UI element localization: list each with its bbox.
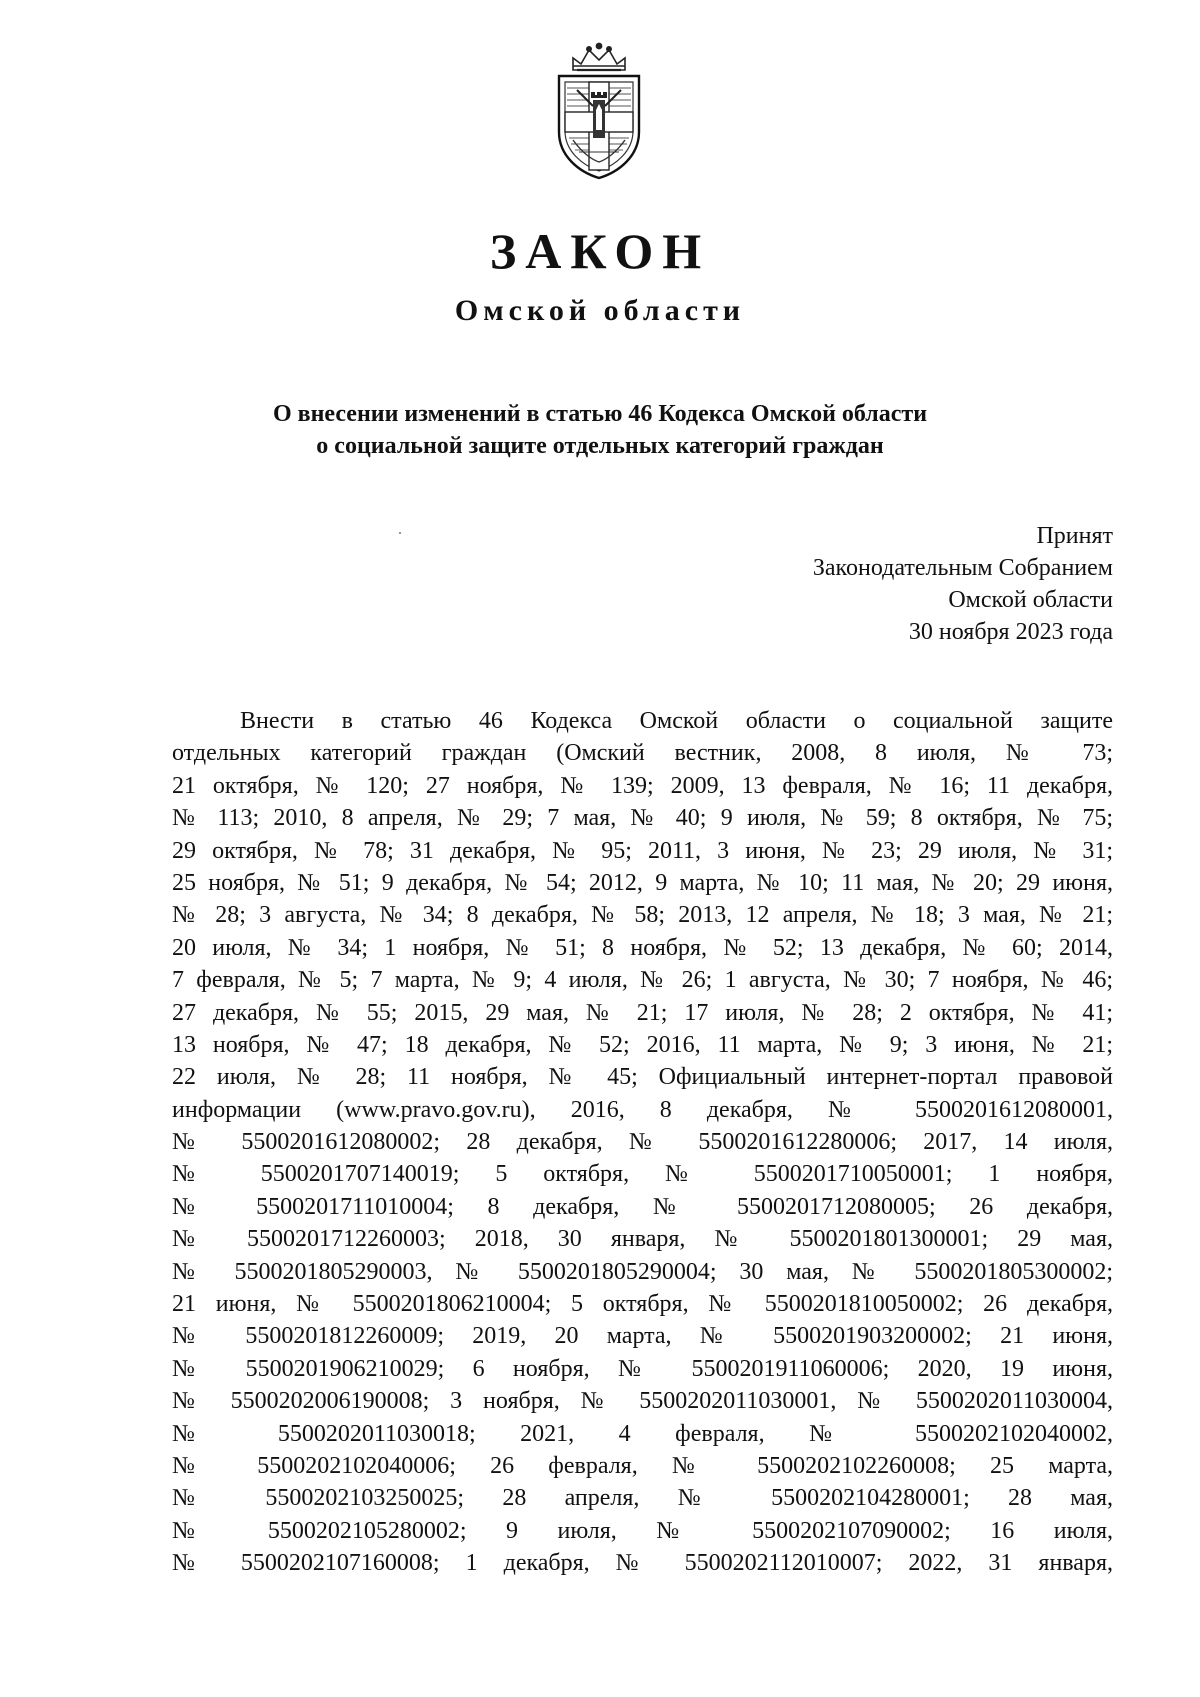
adoption-line: Омской области bbox=[948, 587, 1113, 613]
body-line: Внести в статью 46 Кодекса Омской области о социальной защите bbox=[240, 708, 1113, 734]
body-line: № 5500202103250025; 28 апреля, № 5500202104280001; 28 мая, bbox=[172, 1485, 1113, 1512]
body-line: 21 июня, № 5500201806210004; 5 октября, № 5500201810050002; 26 декабря, bbox=[172, 1291, 1113, 1318]
body-line: 7 февраля, № 5; 7 марта, № 9; 4 июля, № 26; 1 августа, № 30; 7 ноября, № 46; bbox=[172, 967, 1113, 994]
body-line: № 5500201612080002; 28 декабря, № 5500201612280006; 2017, 14 июля, bbox=[172, 1129, 1113, 1156]
body-line: № 5500202011030018; 2021, 4 февраля, № 5500202102040002, bbox=[172, 1420, 1113, 1447]
body-line: 21 октября, № 120; 27 ноября, № 139; 2009, 13 февраля, № 16; 11 декабря, bbox=[172, 772, 1113, 799]
body-line: № 5500201707140019; 5 октября, № 5500201710050001; 1 ноября, bbox=[172, 1161, 1113, 1188]
body-line: № 5500202107160008; 1 декабря, № 5500202112010007; 2022, 31 января, bbox=[172, 1550, 1113, 1577]
body-line: № 113; 2010, 8 апреля, № 29; 7 мая, № 40; 9 июля, № 59; 8 октября, № 75; bbox=[172, 805, 1113, 832]
adoption-date: 30 ноября 2023 года bbox=[908, 619, 1113, 645]
adoption-line: Законодательным Собранием bbox=[812, 555, 1113, 581]
body-line: отдельных категорий граждан (Омский вестник, 2008, 8 июля, № 73; bbox=[172, 740, 1113, 767]
adoption-line: Принят bbox=[1036, 523, 1113, 549]
body-line: № 5500201906210029; 6 ноября, № 5500201911060006; 2020, 19 июня, bbox=[172, 1355, 1113, 1382]
body-line: 27 декабря, № 55; 2015, 29 мая, № 21; 17 июля, № 28; 2 октября, № 41; bbox=[172, 999, 1113, 1026]
body-line: № 5500201805290003, № 5500201805290004; 30 мая, № 5500201805300002; bbox=[172, 1258, 1113, 1285]
adoption-block bbox=[813, 520, 1113, 648]
document-subtitle: Омской области bbox=[454, 294, 746, 327]
body-line: информации (www.pravo.gov.ru), 2016, 8 декабря, № 5500201612080001, bbox=[172, 1096, 1113, 1123]
law-heading bbox=[0, 398, 1200, 462]
body-line: № 28; 3 августа, № 34; 8 декабря, № 58; 2013, 12 апреля, № 18; 3 мая, № 21; bbox=[172, 902, 1113, 929]
body-line: 25 ноября, № 51; 9 декабря, № 54; 2012, 9 марта, № 10; 11 мая, № 20; 29 июня, bbox=[172, 869, 1113, 896]
body-line: № 5500202105280002; 9 июля, № 5500202107090002; 16 июля, bbox=[172, 1517, 1113, 1544]
omsk-coat-of-arms-icon bbox=[543, 40, 655, 182]
body-line: 22 июля, № 28; 11 ноября, № 45; Официальный интернет-портал правовой bbox=[172, 1064, 1113, 1091]
body-line: № 5500201812260009; 2019, 20 марта, № 5500201903200002; 21 июня, bbox=[172, 1323, 1113, 1350]
body-line: № 5500201712260003; 2018, 30 января, № 5500201801300001; 29 мая, bbox=[172, 1226, 1113, 1253]
law-heading-line: О внесении изменений в статью 46 Кодекса Омской области bbox=[272, 401, 928, 427]
body-line: 29 октября, № 78; 31 декабря, № 95; 2011, 3 июня, № 23; 29 июля, № 31; bbox=[172, 837, 1113, 864]
body-line: № 5500202102040006; 26 февраля, № 5500202102260008; 25 марта, bbox=[172, 1452, 1113, 1479]
body-line: № 5500202006190008; 3 ноября, № 5500202011030001, № 5500202011030004, bbox=[172, 1388, 1113, 1415]
body-line: 13 ноября, № 47; 18 декабря, № 52; 2016, 11 марта, № 9; 3 июня, № 21; bbox=[172, 1031, 1113, 1058]
body-paragraph bbox=[172, 705, 1113, 1580]
document-title: ЗАКОН bbox=[489, 223, 711, 279]
scan-speck bbox=[399, 532, 401, 534]
law-heading-line: о социальной защите отдельных категорий граждан bbox=[316, 433, 884, 459]
body-line: № 5500201711010004; 8 декабря, № 5500201712080005; 26 декабря, bbox=[172, 1193, 1113, 1220]
body-line: 20 июля, № 34; 1 ноября, № 51; 8 ноября, № 52; 13 декабря, № 60; 2014, bbox=[172, 934, 1113, 961]
